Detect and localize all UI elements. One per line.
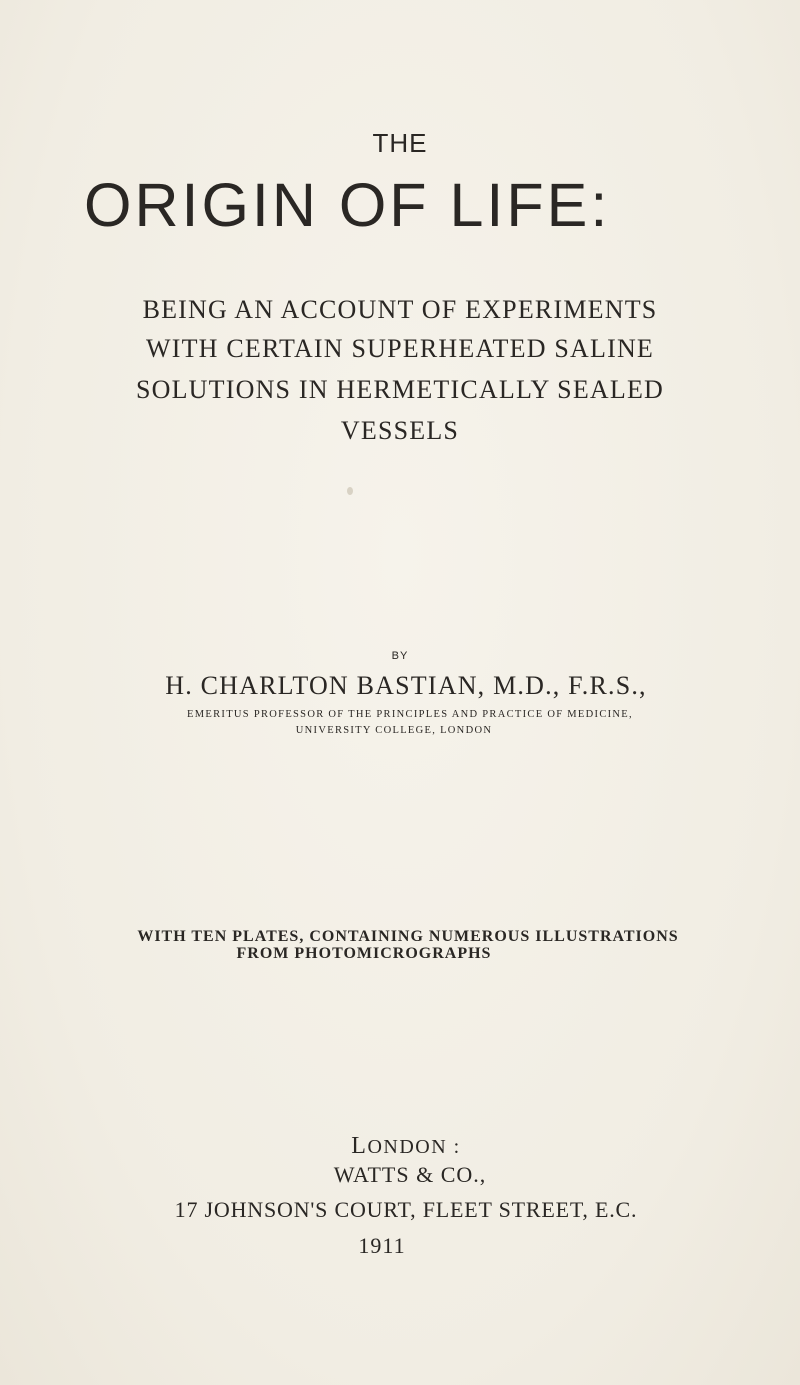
author-affiliation: UNIVERSITY COLLEGE, LONDON (295, 725, 493, 736)
imprint-city (6, 1133, 800, 1160)
book-title: ORIGIN OF LIFE: (84, 171, 611, 239)
subtitle-line: SOLUTIONS IN HERMETICALLY SEALED (135, 375, 665, 404)
title-prefix: THE (372, 128, 428, 158)
plates-note: WITH TEN PLATES, CONTAINING NUMEROUS ILLUSTRATIONS (137, 928, 679, 945)
imprint-city-initial: L (351, 1133, 368, 1159)
publisher-address: 17 JOHNSON'S COURT, FLEET STREET, E.C. (174, 1197, 638, 1222)
subtitle-line: WITH CERTAIN SUPERHEATED SALINE (145, 334, 655, 363)
paper-speck (347, 487, 353, 495)
publication-year: 1911 (358, 1233, 406, 1258)
by-label: BY (391, 650, 409, 662)
publisher-name: WATTS & CO., (333, 1162, 487, 1187)
author-affiliation: EMERITUS PROFESSOR OF THE PRINCIPLES AND PRACTICE OF MEDICINE, (187, 709, 633, 720)
author-name: H. CHARLTON BASTIAN, M.D., F.R.S., (165, 671, 647, 700)
subtitle-line: VESSELS (340, 416, 460, 445)
subtitle-line: BEING AN ACCOUNT OF EXPERIMENTS (142, 295, 658, 324)
imprint-city-rest: ONDON : (367, 1136, 461, 1158)
plates-note: FROM PHOTOMICROGRAPHS (236, 945, 492, 962)
